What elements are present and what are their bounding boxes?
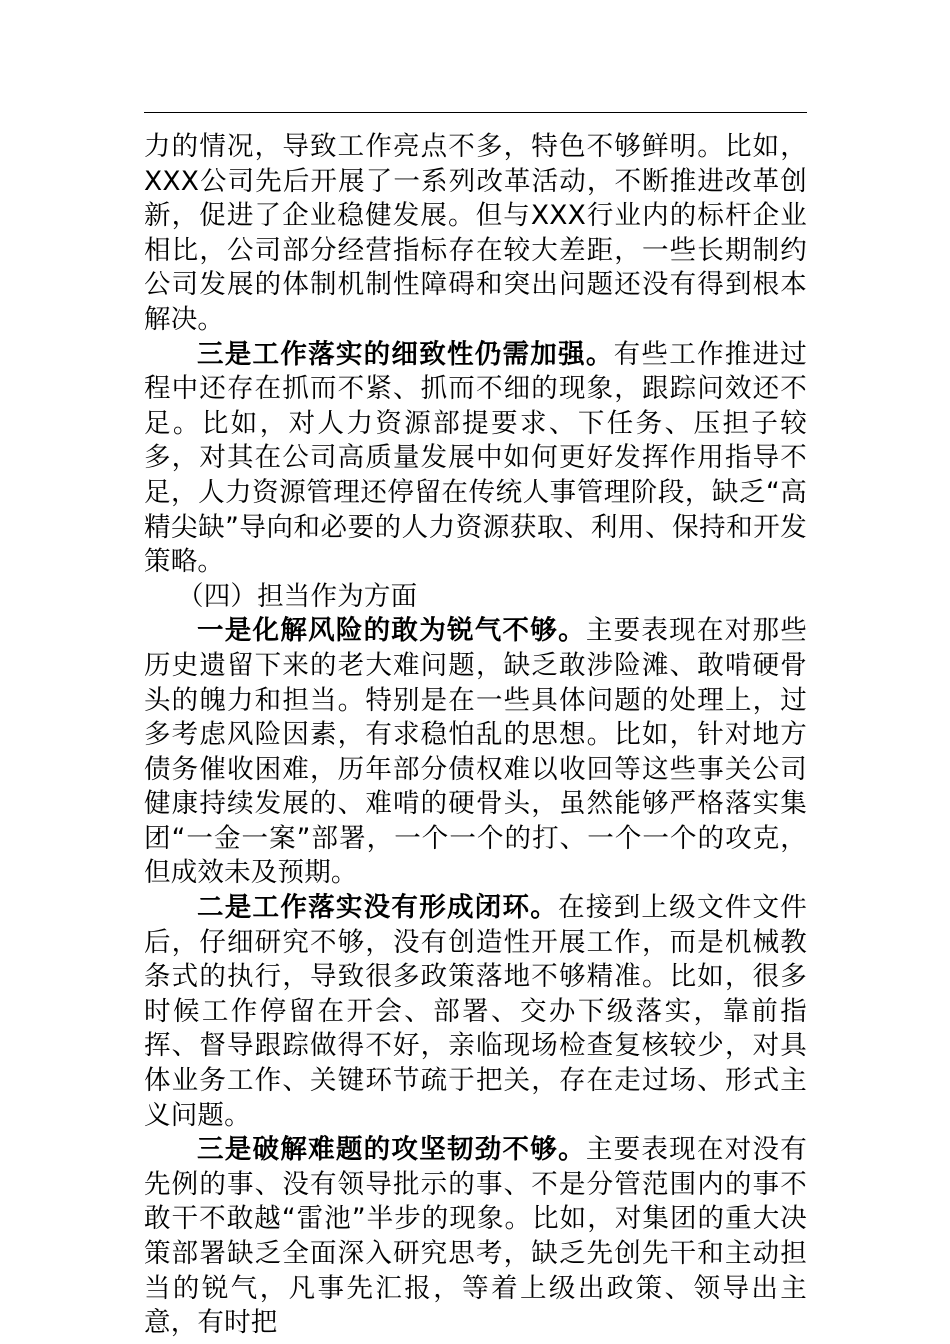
paragraph-text: 主要表现在对没有先例的事、没有领导批示的事、不是分管范围内的事不敢干不敢越“雷池”半步的现象。比如，对集团的重大决策部署缺乏全面深入研究思考，缺乏先创先干和主动担当的锐气，凡事先汇报，等着上级出政策、领导出主意，有时把 bbox=[144, 1134, 807, 1339]
paragraph-text: 力的情况，导致工作亮点不多，特色不够鲜明。比如，XXX公司先后开展了一系列改革活动，不断推进改革创新，促进了企业稳健发展。但与XXX行业内的标杆企业相比，公司部分经营指标存在较大差距，一些长期制约公司发展的体制机制性障碍和突出问题还没有得到根本解决。 bbox=[144, 131, 807, 335]
paragraph-tenacity bbox=[144, 1133, 807, 1341]
paragraph-lead: 一是化解风险的敢为锐气不够。 bbox=[197, 615, 586, 647]
paragraph-continued bbox=[144, 130, 807, 338]
paragraph-closed-loop bbox=[144, 891, 807, 1133]
paragraph-text: 主要表现在对那些历史遗留下来的老大难问题，缺乏敢涉险滩、敢啃硬骨头的魄力和担当。特别是在一些具体问题的处理上，过多考虑风险因素，有求稳怕乱的思想。比如，针对地方债务催收困难，历年部分债权难以收回等这些事关公司健康持续发展的、难啃的硬骨头，虽然能够严格落实集团“一金一案”部署，一个一个的打、一个一个的攻克，但成效未及预期。 bbox=[144, 615, 807, 889]
paragraph-text: 有些工作推进过程中还存在抓而不紧、抓而不细的现象，跟踪问效还不足。比如，对人力资源部提要求、下任务、压担子较多，对其在公司高质量发展中如何更好发挥作用指导不足，人力资源管理还停留在传统人事管理阶段，缺乏“高精尖缺”导向和必要的人力资源获取、利用、保持和开发策略。 bbox=[144, 338, 807, 578]
paragraph-lead: 三是工作落实的细致性仍需加强。 bbox=[197, 338, 614, 370]
paragraph-lead: 二是工作落实没有形成闭环。 bbox=[197, 892, 559, 924]
document-body bbox=[144, 130, 807, 1341]
paragraph-lead: 三是破解难题的攻坚韧劲不够。 bbox=[197, 1134, 586, 1166]
header-rule bbox=[144, 112, 807, 113]
paragraph-risk bbox=[144, 614, 807, 891]
section-heading: （四）担当作为方面 bbox=[177, 580, 418, 612]
paragraph-detail-work bbox=[144, 338, 807, 580]
paragraph-text: 在接到上级文件文件后，仔细研究不够，没有创造性开展工作，而是机械教条式的执行，导致很多政策落地不够精准。比如，很多时候工作停留在开会、部署、交办下级落实，靠前指挥、督导跟踪做得不好，亲临现场检查复核较少，对具体业务工作、关键环节疏于把关，存在走过场、形式主义问题。 bbox=[144, 892, 807, 1131]
